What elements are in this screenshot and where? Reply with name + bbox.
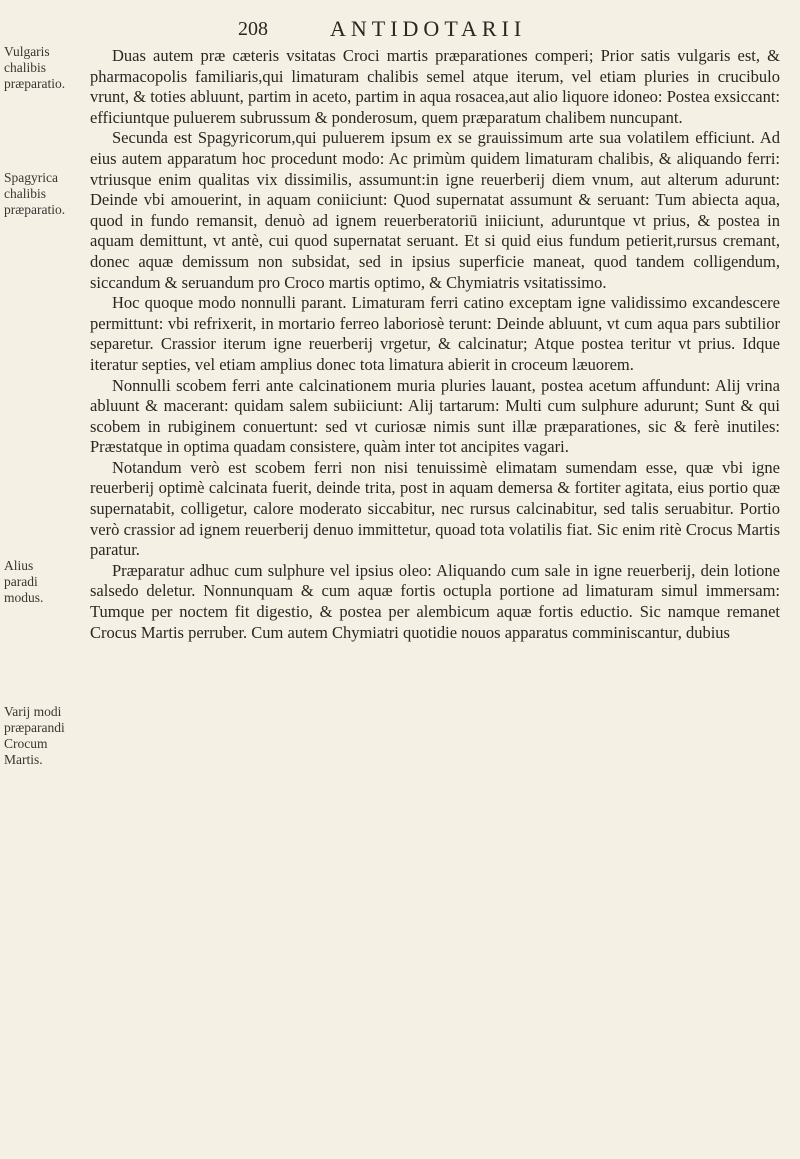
paragraph-1: Duas autem præ cæteris vsitatas Croci martis præparationes comperi; Prior satis vulgaris est, & pharmacopolis familiaris,qui limaturam chalibis semel atque iterum, vel etiam pluries in crucibulo vrunt, & toties abluunt, partim in aceto, partim in aqua rosacea,aut alio liquore idoneo: Postea exsiccant: efficiuntque puluerem subrussum & ponderosum, quem præparatum chalibem nuncupant. xyxy=(90,46,780,127)
page-number: 208 xyxy=(238,18,268,40)
margin-note-spagyrica: Spagyrica chalibis præparatio. xyxy=(4,170,66,217)
margin-note-vulgaris: Vulgaris chalibis præparatio. xyxy=(4,44,66,91)
paragraph-5: Notandum verò est scobem ferri non nisi tenuissimè elimatam sumendam esse, quæ vbi igne reuerberij optimè calcinata fuerit, deinde trita, post in aquam demersa & fortiter agitata, eius portio quæ supernatabit, colligetur, calore moderato siccabitur, nec rursus calcinabitur, sed talis seruabitur. Portio verò crassior ad ignem reuerberij denuo immittetur, quoad tota volatilis fiat. Sic enim ritè Crocus Martis paratur. xyxy=(90,457,780,560)
page-header xyxy=(0,12,800,46)
running-title: ANTIDOTARII xyxy=(330,16,527,41)
paragraph-3: Hoc quoque modo nonnulli parant. Limaturam ferri catino exceptam igne validissimo excandescere permittunt: vbi refrixerit, in mortario ferreo laboriosè terunt: Deinde abluunt, vt cum aqua pars subtilior separetur. Crassior iterum igne reuerberij vrgetur, & calcinatur; Atque postea teritur vt prius. Idque iteratur septies, vel etiam amplius donec tota limatura abierit in croceum læuorem. xyxy=(90,293,780,374)
body-text xyxy=(90,46,780,643)
margin-note-alius-modus: Alius paradi modus. xyxy=(4,558,44,605)
paragraph-2: Secunda est Spagyricorum,qui puluerem ipsum ex se grauissimum arte sua volatilem efficiunt. Ad eius autem apparatum hoc procedunt modo: Ac primùm quidem limaturam chalibis, & aliquando ferri: vtriusque enim qualitas vix dissimilis, assumunt:in igne reuerberij diem vnum, aut alterum adurunt: Deinde vbi amouerint, in aquam coniiciunt: Quod supernatat assumunt & seruant: Tum abiecta aqua, quod in fundo remansit, denuò ad ignem reuerberatoriū iniiciunt, aduruntque vt prius, & postea in aquam demittunt, vt antè, cui quod supernatat seruant. Et si quid eius fundum petierit,rursus cremant, donec aquæ demissum non subsidat, sed in ipsius superficie maneat, quod tandem colligendum, siccandum & seruandum pro Croco martis optimo, & Chymiatris vsitatissimo. xyxy=(90,128,780,292)
margin-note-varij-modi: Varij modi præparandi Crocum Martis. xyxy=(4,704,65,767)
paragraph-6: Præparatur adhuc cum sulphure vel ipsius oleo: Aliquando cum sale in igne reuerberij, dein lotione salsedo deletur. Nonnunquam & cum aquæ fortis octupla portione ad limaturam simul immersam: Tumque per noctem fit digestio, & postea per alembicum aquæ fortis eductio. Sic namque remanet Crocus Martis perruber. Cum autem Chymiatri quotidie nouos apparatus comminiscantur, dubius xyxy=(90,560,780,642)
paragraph-4: Nonnulli scobem ferri ante calcinationem muria pluries lauant, postea acetum affundunt: Alij vrina abluunt & macerant: quidam salem subiiciunt: Alij tartarum: Multi cum sulphure adurunt; Sunt & qui scobem in rubiginem conuertunt: sed vt curiosæ nimis sunt illæ præparationes, sic & ferè inutiles: Præstatque in optima quadam consistere, quàm inter tot ancipites vagari. xyxy=(90,375,780,457)
